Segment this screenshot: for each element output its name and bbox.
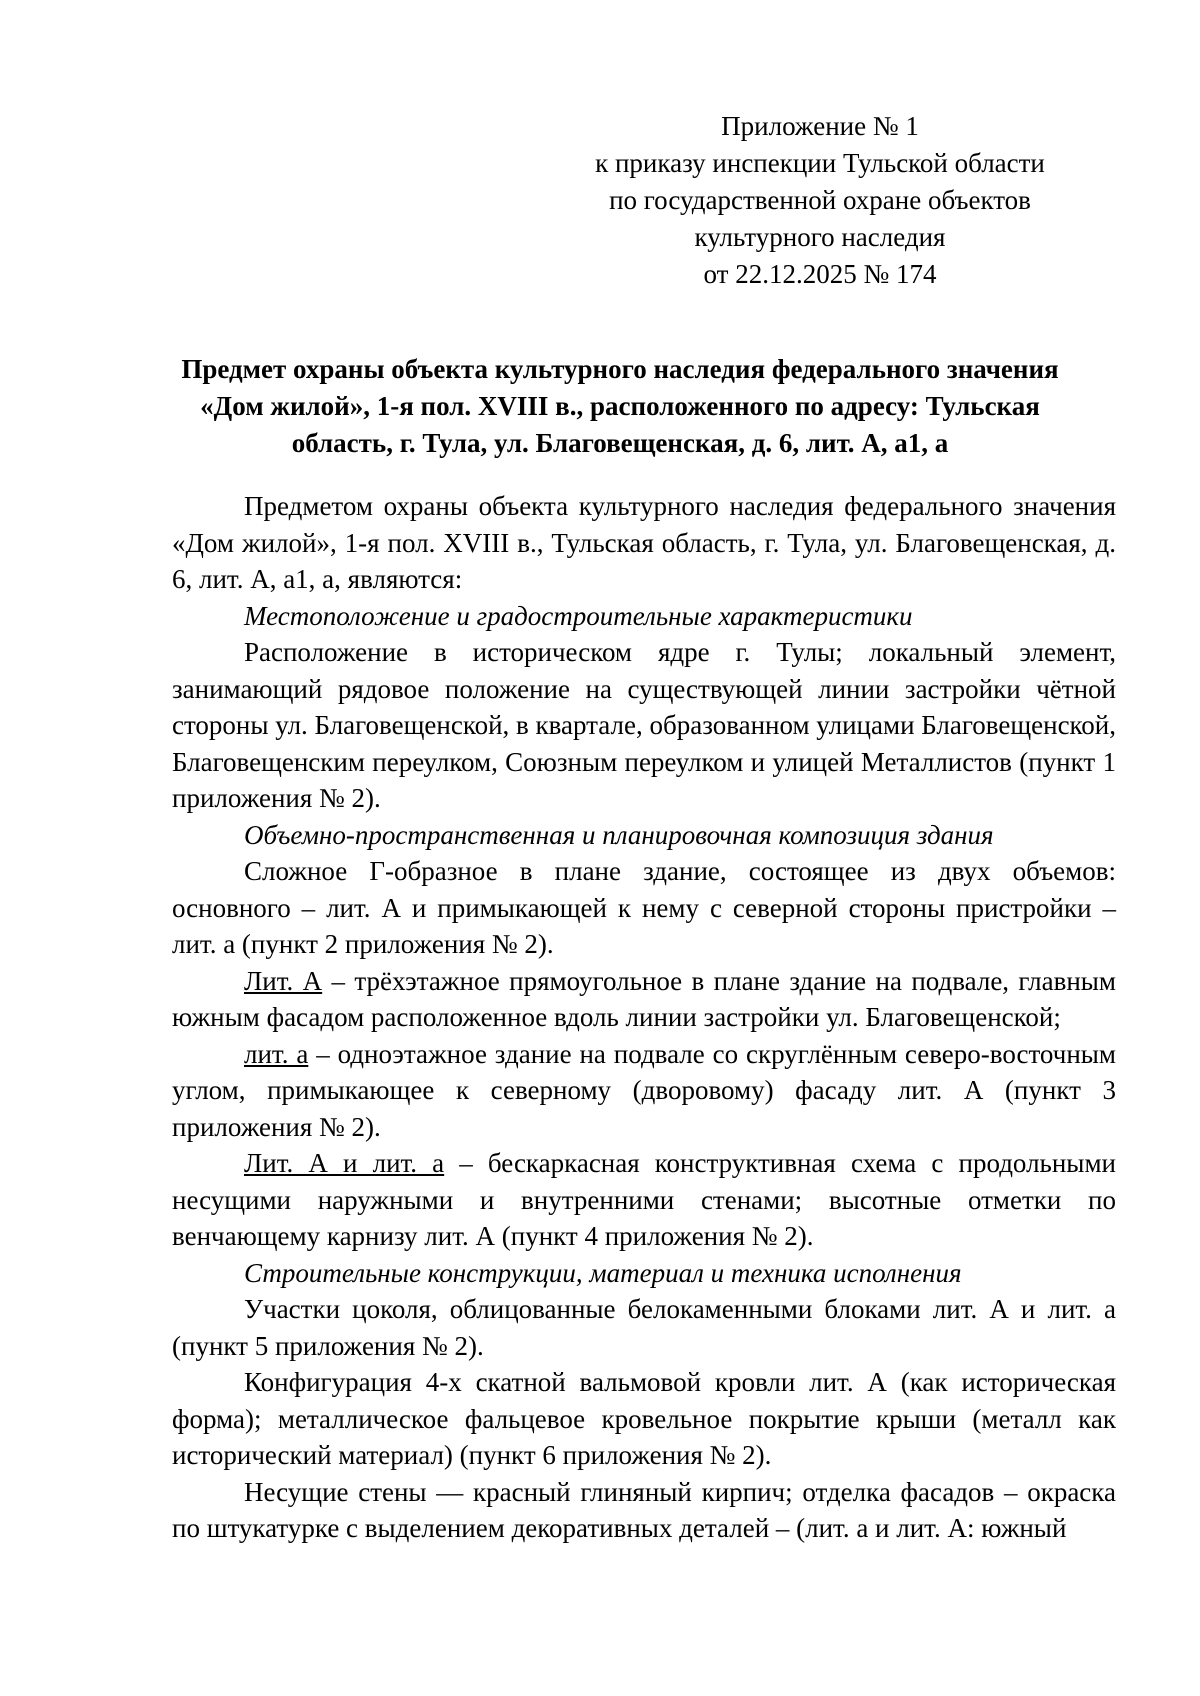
composition-paragraph: Сложное Г-образное в плане здание, состоящее из двух объемов: основного – лит. А и примыкающей к нему с северной стороны пристройки – лит. а (пункт 2 приложения № 2). (172, 856, 1116, 959)
lit-a-text: – трёхэтажное прямоугольное в плане здание на подвале, главным южным фасадом расположенное вдоль линии застройки ул. Благовещенской; (172, 965, 1117, 1032)
lit-a-small-text: – одноэтажное здание на подвале со скруглённым северо-восточным углом, примыкающее к северному (дворовому) фасаду лит. А (пункт 3 приложения № 2). (172, 1038, 1116, 1142)
plinth-paragraph: Участки цоколя, облицованные белокаменными блоками лит. А и лит. а (пункт 5 приложения № 2). (172, 1294, 1116, 1361)
intro-paragraph: Предметом охраны объекта культурного наследия федерального значения «Дом жилой», 1-я пол. XVIII в., Тульская область, г. Тула, ул. Благовещенская, д. 6, лит. А, а1, а, являются: (172, 491, 1116, 594)
lit-a-small-label: лит. а (244, 1038, 309, 1069)
appendix-number: Приложение № 1 (721, 111, 919, 141)
section-heading-construction: Строительные конструкции, материал и техника исполнения (244, 1257, 962, 1288)
lit-both-paragraph (172, 1145, 1116, 1255)
walls-paragraph: Несущие стены — красный глиняный кирпич; отделка фасадов – окраска по штукатурке с выделением декоративных деталей – (лит. а и лит. А: южный (172, 1476, 1116, 1543)
order-date-number (560, 256, 1080, 293)
document-title: Предмет охраны объекта культурного наследия федерального значения «Дом жилой», 1-я пол. XVIII в., расположенного по адресу: Тульская область, г. Тула, ул. Благовещенская, д. 6, лит. А, а1, а (181, 354, 1059, 458)
order-reference-end: культурного наследия (694, 222, 946, 252)
lit-a-label: Лит. А (244, 965, 323, 996)
lit-both-text: – бескаркасная конструктивная схема с продольными несущими наружными и внутренними стенами; высотные отметки по венчающему карнизу лит. А (пункт 4 приложения № 2). (172, 1148, 1116, 1251)
document-body (172, 488, 1116, 1547)
lit-a-paragraph (172, 963, 1116, 1036)
order-number: № 174 (863, 259, 937, 289)
lit-a-small-paragraph (172, 1036, 1116, 1146)
section-heading-composition: Объемно-пространственная и планировочная композиция здания (244, 819, 994, 850)
lit-both-label: Лит. А и лит. а (244, 1148, 445, 1178)
order-reference: к приказу инспекции Тульской области (595, 148, 1045, 178)
section-heading-location: Местоположение и градостроительные характеристики (244, 600, 913, 631)
order-reference-cont: по государственной охране объектов (609, 185, 1031, 215)
appendix-header (560, 108, 1080, 293)
location-paragraph: Расположение в историческом ядре г. Тулы; локальный элемент, занимающий рядовое положение на существующей линии застройки чётной стороны ул. Благовещенской, в квартале, образованном улицами Благовещенской, Благовещенским переулком, Союзным переулком и улицей Металлистов (пункт 1 приложения № 2). (172, 637, 1116, 813)
order-date: от 22.12.2025 (703, 259, 857, 289)
roof-paragraph: Конфигурация 4-х скатной вальмовой кровли лит. А (как историческая форма); металлическое фальцевое кровельное покрытие крыши (металл как исторический материал) (пункт 6 приложения № 2). (172, 1367, 1116, 1470)
